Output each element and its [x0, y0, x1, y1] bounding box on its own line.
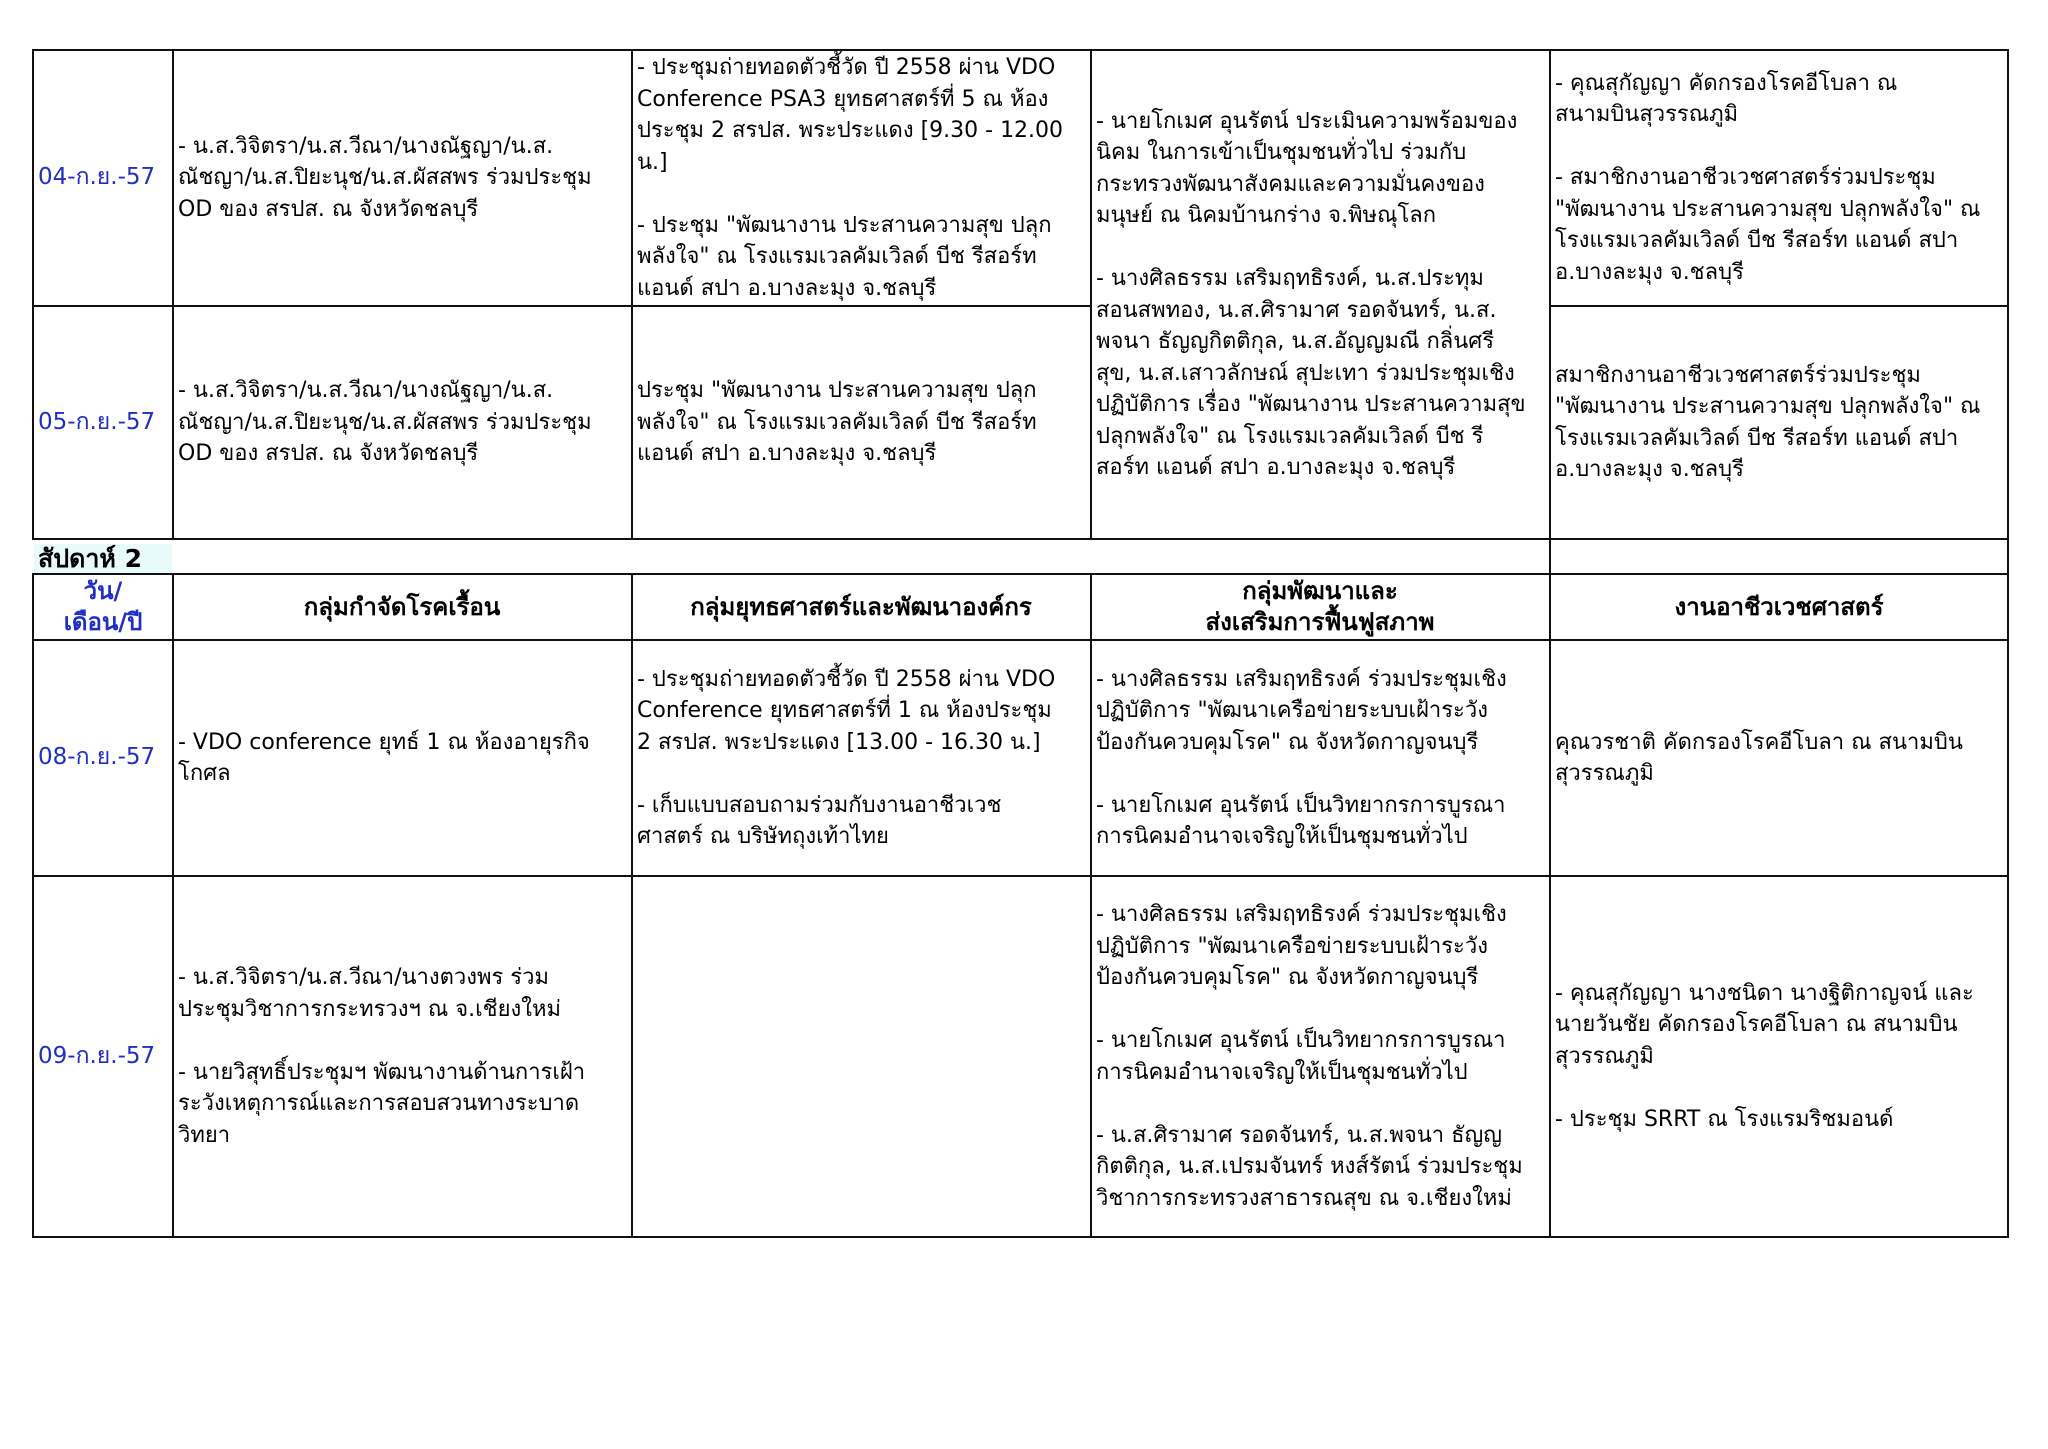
table-border [631, 49, 633, 540]
table-border [1090, 49, 1092, 540]
row-date: 05-ก.ย.-57 [38, 408, 156, 435]
table-border [32, 1236, 2009, 1238]
table-border [32, 49, 2009, 51]
table-border [32, 875, 2009, 877]
leprosy-group-cell: - VDO conference ยุทธ์ 1 ณ ห้องอายุรกิจ โกศล [178, 729, 590, 786]
table-border [1549, 305, 2009, 307]
occupational-medicine-cell: สมาชิกงานอาชีวเวชศาสตร์ร่วมประชุม "พัฒนางาน ประสานความสุข ปลุกพลังใจ" ณ โรงแรมเวลคัมเวิลด์ บีช รีสอร์ท แอนด์ สปา อ.บางละมุง จ.ชลบุรี [1555, 362, 1981, 482]
rehab-group-cell: - นางศิลธรรม เสริมฤทธิรงค์ ร่วมประชุมเชิง ปฏิบัติการ "พัฒนาเครือข่ายระบบเฝ้าระวัง ป้องกันควบคุมโรค" ณ จังหวัดกาญจนบุรี - นายโกเมศ อุนรัตน์ เป็นวิทยากรการบูรณา การนิคมอำนาจเจริญให้เป็นชุมชนทั่วไป - น.ส.ศิรามาศ รอดจันทร์, น.ส.พจนา ธัญญ กิตติกุล, น.ส.เปรมจันทร์ หงส์รัตน์ ร่วมประชุม วิชาการกระทรวงสาธารณสุข ณ จ.เชียงใหม่ [1096, 902, 1523, 1211]
week-label: สัปดาห์ 2 [34, 544, 172, 574]
table-border [1090, 573, 1092, 1238]
header-occupational-medicine: งานอาชีวเวชศาสตร์ [1674, 592, 1884, 621]
strategy-group-cell: - ประชุมถ่ายทอดตัวชี้วัด ปี 2558 ผ่าน VDO Conference ยุทธศาสตร์ที่ 1 ณ ห้องประชุม 2 สรปส. พระประแดง [13.00 - 16.30 น.] - เก็บแบบสอบถามร่วมกับงานอาชีวเวช ศาสตร์ ณ บริษัทถุงเท้าไทย [637, 666, 1056, 849]
leprosy-group-cell: - น.ส.วิจิตรา/น.ส.วีณา/นางตวงพร ร่วม ประชุมวิชาการกระทรวงฯ ณ จ.เชียงใหม่ - นายวิสุทธิ์ประชุมฯ พัฒนางานด้านการเฝ้า ระวังเหตุการณ์และการสอบสวนทางระบาด วิทยา [178, 965, 586, 1148]
header-leprosy-group: กลุ่มกำจัดโรคเรื้อน [303, 592, 501, 621]
occupational-medicine-cell: - คุณสุกัญญา นางชนิดา นางฐิติกาญจน์ และ นายวันชัย คัดกรองโรคอีโบลา ณ สนามบิน สุวรรณภูมิ - ประชุม SRRT ณ โรงแรมริชมอนด์ [1555, 980, 1974, 1132]
table-border [1549, 538, 1551, 575]
table-border [32, 538, 2009, 540]
table-border [32, 305, 1091, 307]
occupational-medicine-cell: คุณวรชาติ คัดกรองโรคอีโบลา ณ สนามบิน สุวรรณภูมิ [1555, 729, 1963, 786]
table-border [32, 49, 34, 540]
table-border [2007, 49, 2009, 540]
header-date: วัน/ เดือน/ปี [63, 577, 143, 636]
row-date: 08-ก.ย.-57 [38, 744, 156, 771]
table-border [1549, 49, 1551, 540]
table-border [2007, 538, 2009, 575]
row-date: 09-ก.ย.-57 [38, 1042, 156, 1069]
header-strategy-group: กลุ่มยุทธศาสตร์และพัฒนาองค์กร [690, 592, 1032, 621]
table-border [32, 573, 2009, 575]
table-border [32, 573, 34, 1238]
strategy-group-cell [633, 877, 1089, 1236]
occupational-medicine-cell: - คุณสุกัญญา คัดกรองโรคอีโบลา ณ สนามบินสุวรรณภูมิ - สมาชิกงานอาชีวเวชศาสตร์ร่วมประชุม "พัฒนางาน ประสานความสุข ปลุกพลังใจ" ณ โรงแรมเวลคัมเวิลด์ บีช รีสอร์ท แอนด์ สปา อ.บางละมุง จ.ชลบุรี [1555, 70, 1981, 285]
strategy-group-cell: - ประชุมถ่ายทอดตัวชี้วัด ปี 2558 ผ่าน VDO Conference PSA3 ยุทธศาสตร์ที่ 5 ณ ห้อง ประชุม 2 สรปส. พระประแดง [9.30 - 12.00 น.] - ประชุม "พัฒนางาน ประสานความสุข ปลุก พลังใจ" ณ โรงแรมเวลคัมเวิลด์ บีช รีสอร์ท แอนด์ สปา อ.บางละมุง จ.ชลบุรี [637, 55, 1064, 301]
table-border [2007, 573, 2009, 1238]
rehab-group-cell: - นางศิลธรรม เสริมฤทธิรงค์ ร่วมประชุมเชิง ปฏิบัติการ "พัฒนาเครือข่ายระบบเฝ้าระวัง ป้องกันควบคุมโรค" ณ จังหวัดกาญจนบุรี - นายโกเมศ อุนรัตน์ เป็นวิทยากรการบูรณา การนิคมอำนาจเจริญให้เป็นชุมชนทั่วไป [1096, 666, 1507, 849]
row-date: 04-ก.ย.-57 [38, 164, 156, 191]
header-rehab-group: กลุ่มพัฒนาและ ส่งเสริมการฟื้นฟูสภาพ [1205, 577, 1435, 636]
table-border [631, 573, 633, 1238]
leprosy-group-cell: - น.ส.วิจิตรา/น.ส.วีณา/นางณัฐญา/น.ส. ณัชญา/น.ส.ปิยะนุช/น.ส.ผัสสพร ร่วมประชุม OD ของ สรปส. ณ จังหวัดชลบุรี [178, 133, 592, 222]
table-border [32, 639, 2009, 641]
strategy-group-cell: ประชุม "พัฒนางาน ประสานความสุข ปลุก พลังใจ" ณ โรงแรมเวลคัมเวิลด์ บีช รีสอร์ท แอนด์ สปา อ.บางละมุง จ.ชลบุรี [637, 378, 1037, 467]
table-border [1549, 573, 1551, 1238]
table-border [172, 573, 174, 1238]
rehab-group-merged-cell: - นายโกเมศ อุนรัตน์ ประเมินความพร้อมของ นิคม ในการเข้าเป็นชุมชนทั่วไป ร่วมกับ กระทรวงพัฒนาสังคมและความมั่นคงของ มนุษย์ ณ นิคมบ้านกร่าง จ.พิษณุโลก - นางศิลธรรม เสริมฤทธิรงค์, น.ส.ประทุม สอนสพทอง, น.ส.ศิรามาศ รอดจันทร์, น.ส. พจนา ธัญญกิตติกุล, น.ส.อัญญมณี กลิ่นศรี สุข, น.ส.เสาวลักษณ์ สุปะเทา ร่วมประชุมเชิง ปฏิบัติการ เรื่อง "พัฒนางาน ประสานความสุข ปลุกพลังใจ" ณ โรงแรมเวลคัมเวิลด์ บีช รี สอร์ท แอนด์ สปา อ.บางละมุง จ.ชลบุรี [1096, 108, 1526, 480]
leprosy-group-cell: - น.ส.วิจิตรา/น.ส.วีณา/นางณัฐญา/น.ส. ณัชญา/น.ส.ปิยะนุช/น.ส.ผัสสพร ร่วมประชุม OD ของ สรปส. ณ จังหวัดชลบุรี [178, 378, 592, 467]
table-border [172, 49, 174, 540]
